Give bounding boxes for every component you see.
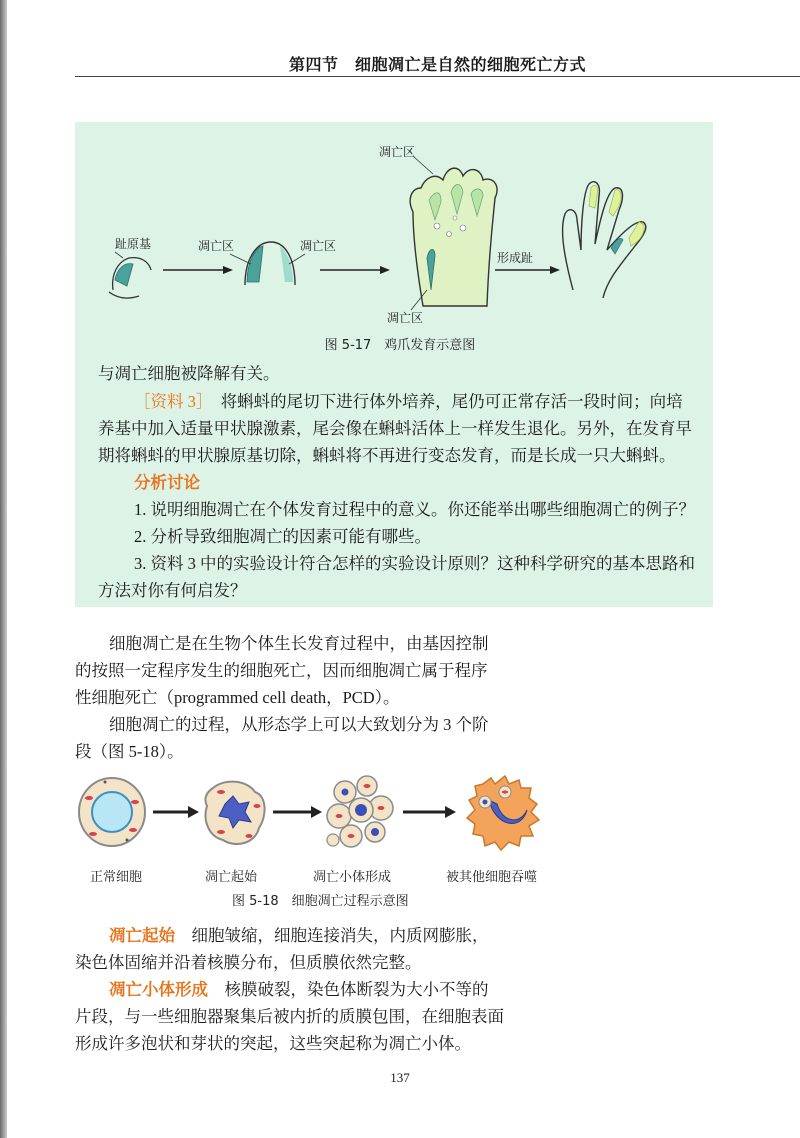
normal-cell-drawing xyxy=(79,778,145,846)
stage-arrow-1 xyxy=(153,806,199,818)
body-p1-line-2: 的按照一定程序发生的细胞死亡，因而细胞凋亡属于程序 xyxy=(75,661,488,680)
definition-1-line-1 xyxy=(109,926,489,946)
stage-label-normal-cell: 正常细胞 xyxy=(90,870,143,885)
definition-1-text: 细胞皱缩，细胞连接消失，内质网膨胀， xyxy=(175,926,489,945)
definition-2-line-2: 片段，与一些细胞器聚集后被内折的质膜包围，在细胞表面 xyxy=(75,1007,504,1026)
paddle-limb-shape xyxy=(410,168,497,306)
separated-digits-shape xyxy=(563,182,646,298)
apoptosis-zone-label-2: 凋亡区 xyxy=(300,239,337,253)
definition-1-line-2: 染色体固缩并沿着核膜分布，但质膜依然完整。 xyxy=(75,953,422,972)
definition-2-text: 核膜破裂，染色体断裂为大小不等的 xyxy=(208,980,489,999)
running-head: 第四节 细胞凋亡是自然的细胞死亡方式 xyxy=(288,57,586,74)
box-line-1: 与凋亡细胞被降解有关。 xyxy=(98,364,280,383)
phagocyte-cell-drawing xyxy=(467,776,539,850)
apoptosis-zone-label-top: 凋亡区 xyxy=(379,145,416,159)
digit-primordium-label: 趾原基 xyxy=(115,237,152,251)
figure-5-18-diagram xyxy=(75,770,565,860)
page-edge-strip xyxy=(0,0,7,1138)
apoptotic-bodies-drawing xyxy=(327,776,393,847)
material-3-line-1 xyxy=(134,392,683,412)
figure-5-17-diagram xyxy=(95,130,695,330)
stage-label-apoptotic-bodies: 凋亡小体形成 xyxy=(313,870,392,885)
discussion-q1: 1. 说明细胞凋亡在个体发育过程中的意义。你还能举出哪些细胞凋亡的例子？ xyxy=(134,500,695,519)
leader-line xyxy=(115,252,123,258)
leader-line xyxy=(230,254,251,264)
material-3-tag: ［资料 3］ xyxy=(134,392,205,411)
shrinking-cell-drawing xyxy=(205,782,264,844)
definition-1-lead: 凋亡起始 xyxy=(109,926,175,945)
definition-2-lead: 凋亡小体形成 xyxy=(109,980,208,999)
material-3-line-3: 期将蝌蚪的甲状腺原基切除，蝌蚪将不再进行变态发育，而是长成一只大蝌蚪。 xyxy=(98,446,676,465)
arrow-3 xyxy=(495,266,560,274)
discussion-q3-line-2: 方法对你有何启发？ xyxy=(98,581,247,600)
form-digits-label: 形成趾 xyxy=(497,251,534,265)
body-p2-line-2: 段（图 5-18）。 xyxy=(75,742,184,761)
apoptosis-zone-label-1: 凋亡区 xyxy=(198,239,235,253)
material-3-text: 将蝌蚪的尾切下进行体外培养，尾仍可正常存活一段时间；向培 xyxy=(204,392,683,411)
material-3-line-2: 养基中加入适量甲状腺激素，尾会像在蝌蚪活体上一样发生退化。另外，在发育早 xyxy=(98,419,692,438)
figure-5-18-caption: 图 5-18 细胞凋亡过程示意图 xyxy=(232,894,409,909)
discussion-q2: 2. 分析导致细胞凋亡的因素可能有哪些。 xyxy=(134,527,431,546)
stage-arrow-3 xyxy=(403,806,456,818)
arrow-1 xyxy=(163,266,233,274)
mound-shape xyxy=(245,242,295,285)
stage-label-initiation: 凋亡起始 xyxy=(205,870,258,885)
definition-2-line-3: 形成许多泡状和芽状的突起，这些突起称为凋亡小体。 xyxy=(75,1034,471,1053)
figure-5-17-caption: 图 5-17 鸡爪发育示意图 xyxy=(324,338,476,353)
page-number: 137 xyxy=(390,1070,410,1085)
leader-line xyxy=(413,156,433,174)
discussion-q3-line-1: 3. 资料 3 中的实验设计符合怎样的实验设计原则？这种科学研究的基本思路和 xyxy=(134,554,695,573)
body-p1-line-3: 性细胞死亡（programmed cell death，PCD）。 xyxy=(75,688,400,707)
stage-arrow-2 xyxy=(273,806,322,818)
discussion-heading: 分析讨论 xyxy=(134,473,200,492)
apoptosis-zone-label-bottom: 凋亡区 xyxy=(387,311,424,325)
definition-2-line-1 xyxy=(109,980,489,1000)
digit-primordium-shape xyxy=(109,258,151,298)
stage-label-phagocytosis: 被其他细胞吞噬 xyxy=(446,870,538,885)
body-p2-line-1: 细胞凋亡的过程，从形态学上可以大致划分为 3 个阶 xyxy=(109,715,489,734)
body-p1-line-1: 细胞凋亡是在生物个体生长发育过程中，由基因控制 xyxy=(109,634,489,653)
header-rule xyxy=(75,76,800,77)
arrow-2 xyxy=(320,266,390,274)
